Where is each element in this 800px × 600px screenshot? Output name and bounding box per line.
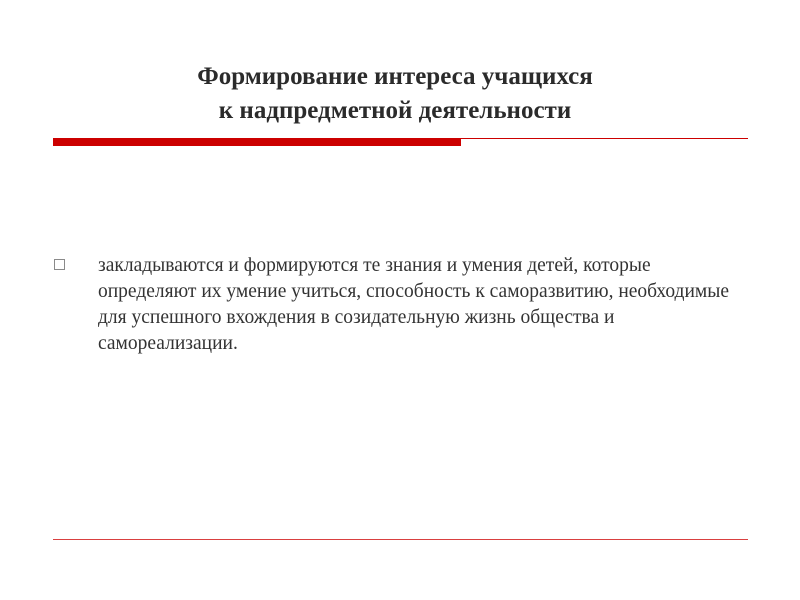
footer-divider — [53, 539, 748, 540]
hollow-square-bullet-icon — [54, 259, 65, 270]
bullet-item — [54, 253, 744, 357]
slide-title-line-2: к надпредметной деятельности — [218, 97, 572, 124]
bullet-text: закладываются и формируются те знания и умения детей, которые определяют их умение учиться, способность к саморазвитию, необходимые для успешного вхождения в созидательную жизнь общества и самореализации. — [98, 255, 729, 354]
bullet-list — [54, 253, 744, 357]
slide-title — [100, 60, 690, 128]
title-divider-thick — [53, 138, 461, 146]
slide-title-line-1: Формирование интереса учащихся — [197, 63, 593, 90]
